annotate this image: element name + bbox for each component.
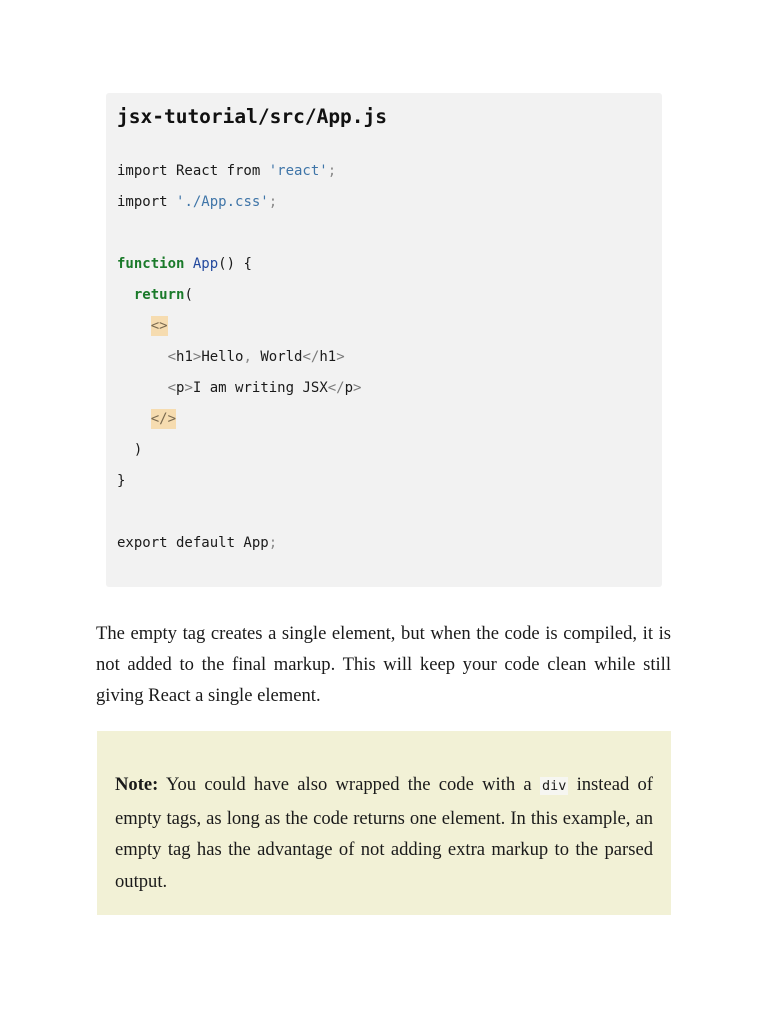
code-block xyxy=(106,93,662,587)
code-token xyxy=(117,411,151,427)
code-token: Hello xyxy=(201,349,244,365)
note-box xyxy=(97,731,671,915)
code-line xyxy=(117,311,361,342)
code-token: App xyxy=(192,256,219,272)
code-line xyxy=(117,342,361,373)
code-token: World xyxy=(251,349,303,365)
code-token: </ xyxy=(327,380,345,396)
code-line xyxy=(117,435,361,466)
code-token: p xyxy=(344,380,354,396)
body-paragraph: The empty tag creates a single element, but when the code is compiled, it is not added to the final markup. This will keep your code clean while still giving React a single element. xyxy=(96,623,671,706)
code-token: import React from xyxy=(117,163,269,179)
code-token: , xyxy=(243,349,252,365)
code-line xyxy=(117,373,361,404)
code-token: > xyxy=(192,349,202,365)
code-line xyxy=(117,528,361,559)
code-line xyxy=(117,466,361,497)
note-text-before: You could have also wrapped the code with a xyxy=(158,774,540,795)
code-token: > xyxy=(184,380,193,396)
code-token: <> xyxy=(150,318,168,334)
code-line xyxy=(117,156,361,187)
inline-code-div: div xyxy=(541,778,567,794)
code-line xyxy=(117,249,361,280)
code-token: h1 xyxy=(176,349,193,365)
code-line xyxy=(117,497,361,528)
code-token: < xyxy=(167,380,177,396)
code-token: ; xyxy=(268,535,278,551)
code-line xyxy=(117,187,361,218)
code-line xyxy=(117,404,361,435)
code-token: ; xyxy=(268,194,278,210)
code-token: './App.css' xyxy=(176,194,269,210)
code-token: </ xyxy=(302,349,320,365)
code-token: () { xyxy=(218,256,252,272)
code-lines xyxy=(117,156,361,559)
code-token xyxy=(117,380,168,396)
code-token: > xyxy=(336,349,345,365)
code-token: 'react' xyxy=(268,163,328,179)
code-token: export default App xyxy=(117,535,269,551)
code-token xyxy=(117,349,168,365)
code-token: p xyxy=(176,380,185,396)
code-token: < xyxy=(167,349,177,365)
code-token: } xyxy=(117,473,126,489)
code-line xyxy=(117,280,361,311)
code-token: ) xyxy=(117,442,143,458)
code-token xyxy=(184,256,192,272)
code-token: h1 xyxy=(319,349,337,365)
code-token: ; xyxy=(327,163,337,179)
code-token: ( xyxy=(184,287,193,303)
code-token: return xyxy=(133,287,185,303)
code-line xyxy=(117,218,361,249)
code-token: > xyxy=(353,380,362,396)
code-token: </> xyxy=(150,411,177,427)
code-filename: jsx-tutorial/src/App.js xyxy=(117,105,388,128)
code-token xyxy=(117,287,134,303)
note-text xyxy=(115,769,653,897)
code-token xyxy=(117,318,151,334)
note-label: Note: xyxy=(115,774,159,795)
note-text-after: instead of empty tags, as long as the code returns one element. In this example, an empty tag has the advantage of not adding extra markup to the parsed output. xyxy=(115,774,653,892)
code-token: I am writing JSX xyxy=(192,380,328,396)
code-token: import xyxy=(117,194,177,210)
code-token: function xyxy=(117,256,185,272)
